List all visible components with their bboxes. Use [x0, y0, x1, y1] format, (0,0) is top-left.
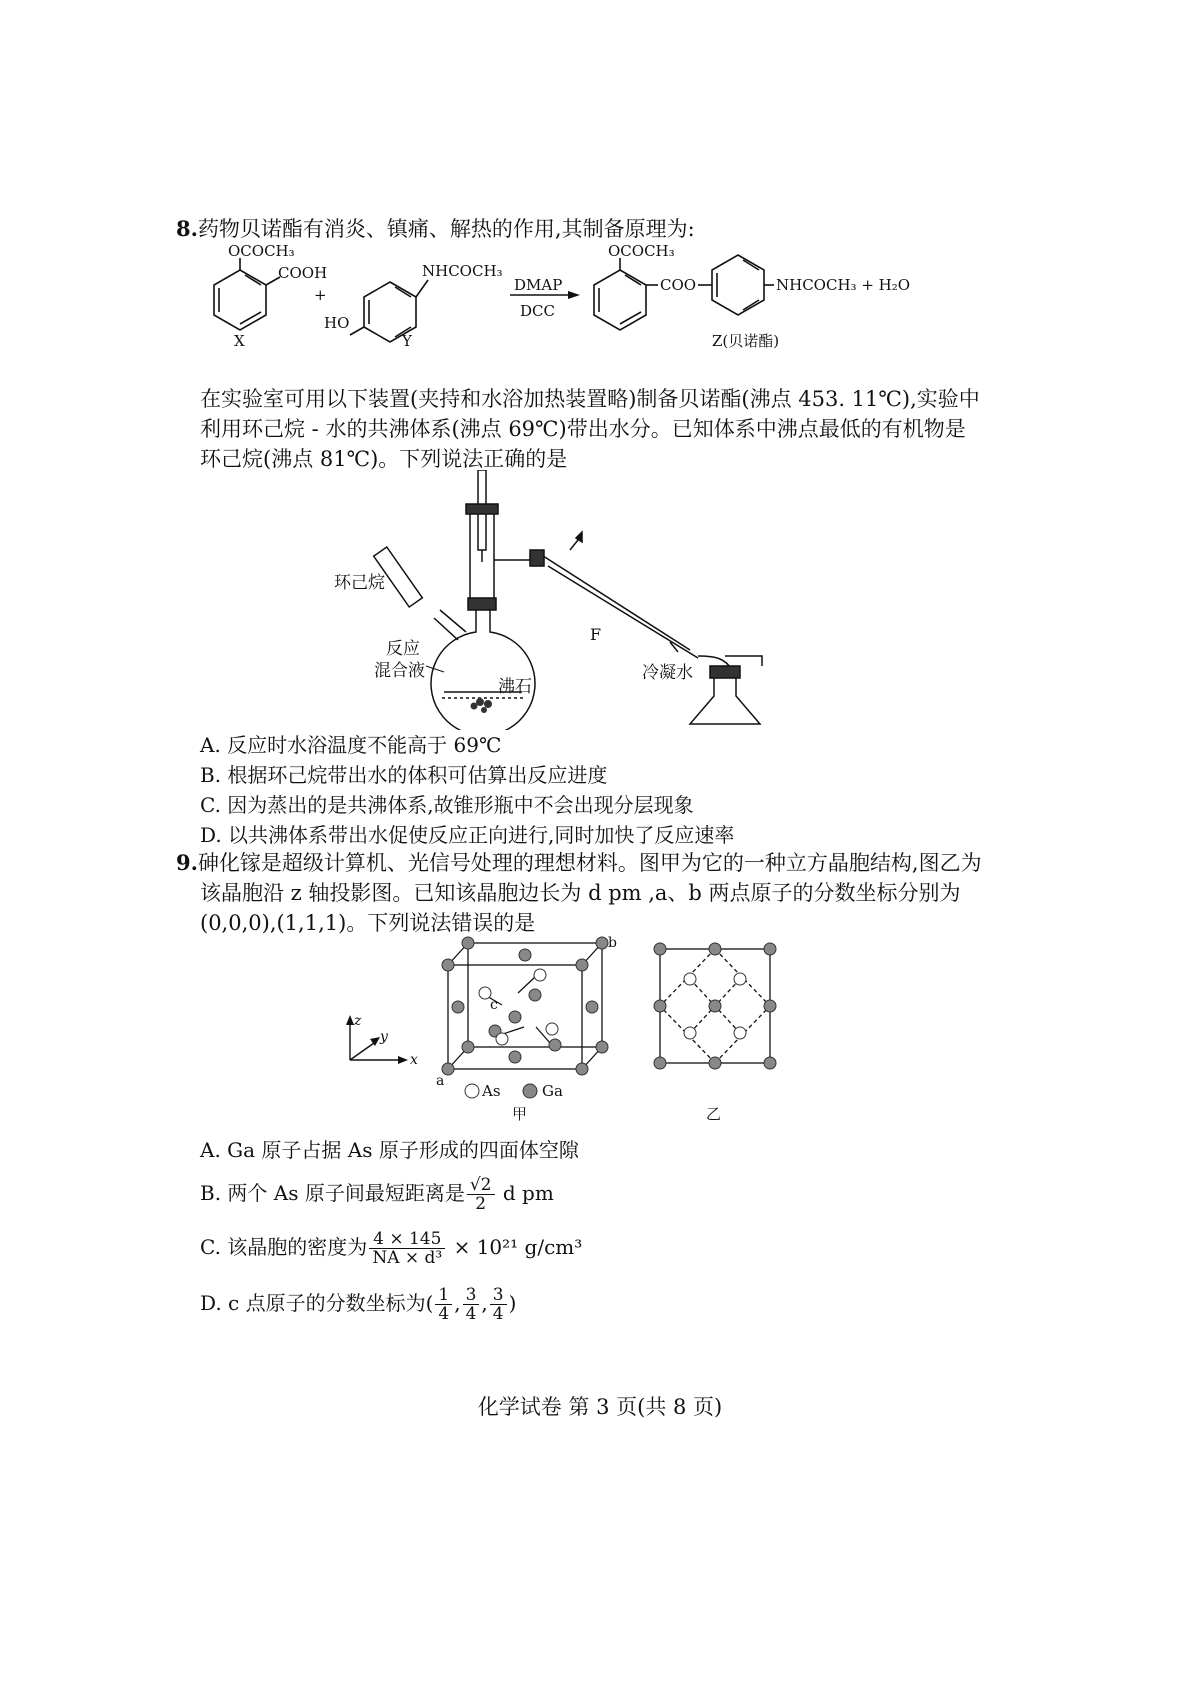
point-a-label: a — [436, 1073, 445, 1089]
fraction-numerator: 1 — [435, 1286, 452, 1305]
conical-flask — [690, 678, 760, 724]
q9-option-d-fraction-1 — [435, 1286, 452, 1323]
q8-option-b: B. 根据环己烷带出水的体积可估算出反应进度 — [200, 763, 608, 787]
z-link: COO — [660, 276, 697, 294]
z-benzene-ring-2 — [712, 255, 774, 315]
y-benzene-ring — [350, 280, 428, 342]
x-benzene-ring — [214, 258, 280, 330]
q9-option-d-fraction-2 — [463, 1286, 480, 1323]
label-mixture-2: 混合液 — [374, 661, 425, 681]
label-cyclohexane: 环己烷 — [334, 573, 385, 593]
z-tail: NHCOCH₃ + H₂O — [776, 276, 911, 294]
q9-option-b-suffix: d pm — [496, 1181, 554, 1205]
fraction-denominator: NA × d³ — [372, 1248, 443, 1268]
ga-atoms — [442, 937, 608, 1075]
comma: , — [481, 1291, 488, 1315]
point-c-label: c — [490, 997, 498, 1013]
y-label: Y — [402, 332, 412, 350]
caption-jia: 甲 — [512, 1105, 528, 1123]
q9-option-c-prefix: C. 该晶胞的密度为 — [200, 1235, 368, 1259]
q9-para-line-3: (0,0,0),(1,1,1)。下列说法错误的是 — [200, 911, 536, 935]
boiling-chips — [471, 698, 493, 713]
q9-option-c-suffix: × 10²¹ g/cm³ — [447, 1235, 583, 1259]
comma: , — [454, 1291, 461, 1315]
y-sub-left: HO — [324, 314, 350, 332]
q9-para-line-1 — [176, 848, 982, 878]
fraction-denominator: 4 — [492, 1304, 504, 1324]
q8-option-d: D. 以共沸体系带出水促使反应正向进行,同时加快了反应速率 — [200, 823, 735, 847]
q8-para-line-1: 在实验室可用以下装置(夹持和水浴加热装置略)制备贝诺酯(沸点 453. 11℃),实验中 — [200, 387, 980, 411]
q8-reaction-scheme — [190, 240, 950, 350]
legend-ga-label: Ga — [542, 1082, 563, 1100]
z-benzene-ring-1 — [594, 258, 658, 330]
legend-ga-marker — [523, 1084, 537, 1098]
fraction-numerator: 4 × 145 — [369, 1230, 445, 1249]
page-footer: 化学试卷 第 3 页(共 8 页) — [477, 1395, 723, 1419]
q9-option-a: A. Ga 原子占据 As 原子形成的四面体空隙 — [200, 1138, 579, 1162]
x-label: X — [234, 332, 245, 350]
q9-crystal-figure — [340, 935, 800, 1125]
fraction-numerator: √2 — [467, 1176, 495, 1195]
q9-option-d-fraction-3 — [490, 1286, 507, 1323]
q8-stem-text: 药物贝诺酯有消炎、镇痛、解热的作用,其制备原理为: — [197, 217, 695, 241]
x-sub-top: OCOCH₃ — [228, 242, 295, 260]
caption-yi: 乙 — [706, 1105, 722, 1123]
q9-option-c — [200, 1230, 582, 1267]
x-sub-right: COOH — [278, 264, 328, 282]
q9-option-b — [200, 1176, 554, 1213]
axis-x-label: x — [410, 1052, 418, 1068]
q9-para-line-2: 该晶胞沿 z 轴投影图。已知该晶胞边长为 d pm ,a、b 两点原子的分数坐标分别为 — [200, 881, 961, 905]
q9-number: 9. — [176, 850, 198, 875]
legend-as-label: As — [482, 1082, 501, 1100]
axis-z-label: z — [354, 1013, 362, 1029]
q9-option-b-fraction — [467, 1176, 495, 1213]
q8-para-line-3: 环己烷(沸点 81℃)。下列说法正确的是 — [200, 447, 568, 471]
fraction-denominator: 4 — [438, 1304, 450, 1324]
q8-option-c: C. 因为蒸出的是共沸体系,故锥形瓶中不会出现分层现象 — [200, 793, 694, 817]
q9-option-d-prefix: D. c 点原子的分数坐标为( — [200, 1291, 434, 1315]
fraction-denominator: 4 — [465, 1304, 477, 1324]
q9-option-d-suffix: ) — [508, 1291, 517, 1315]
q8-option-a: A. 反应时水浴温度不能高于 69℃ — [200, 733, 502, 757]
q9-option-b-prefix: B. 两个 As 原子间最短距离是 — [200, 1181, 465, 1205]
plus-sign: + — [314, 286, 327, 304]
q8-para-line-2: 利用环己烷 - 水的共沸体系(沸点 69℃)带出水分。已知体系中沸点最低的有机物是 — [200, 417, 966, 441]
q8-apparatus-figure — [330, 470, 830, 730]
z-label: Z(贝诺酯) — [712, 332, 780, 350]
y-sub-top: NHCOCH₃ — [422, 262, 503, 280]
q9-option-d — [200, 1286, 516, 1323]
z-sub-top: OCOCH₃ — [608, 242, 675, 260]
q9-para-text-1: 砷化镓是超级计算机、光信号处理的理想材料。图甲为它的一种立方晶胞结构,图乙为 — [197, 851, 982, 875]
fraction-numerator: 3 — [490, 1286, 507, 1305]
point-b-label: b — [608, 935, 617, 951]
label-cooling-water: 冷凝水 — [642, 663, 693, 683]
q8-number: 8. — [176, 216, 198, 241]
label-boiling-chips: 沸石 — [498, 677, 532, 697]
axis-y-label: y — [380, 1029, 388, 1045]
catalyst-top: DMAP — [514, 276, 563, 294]
legend-as-marker — [465, 1084, 479, 1098]
label-mixture-1: 反应 — [386, 639, 420, 659]
catalyst-bottom: DCC — [520, 302, 555, 320]
label-condenser-f: F — [590, 625, 602, 644]
fraction-numerator: 3 — [463, 1286, 480, 1305]
q9-option-c-fraction — [369, 1230, 445, 1267]
fraction-denominator: 2 — [475, 1194, 487, 1214]
